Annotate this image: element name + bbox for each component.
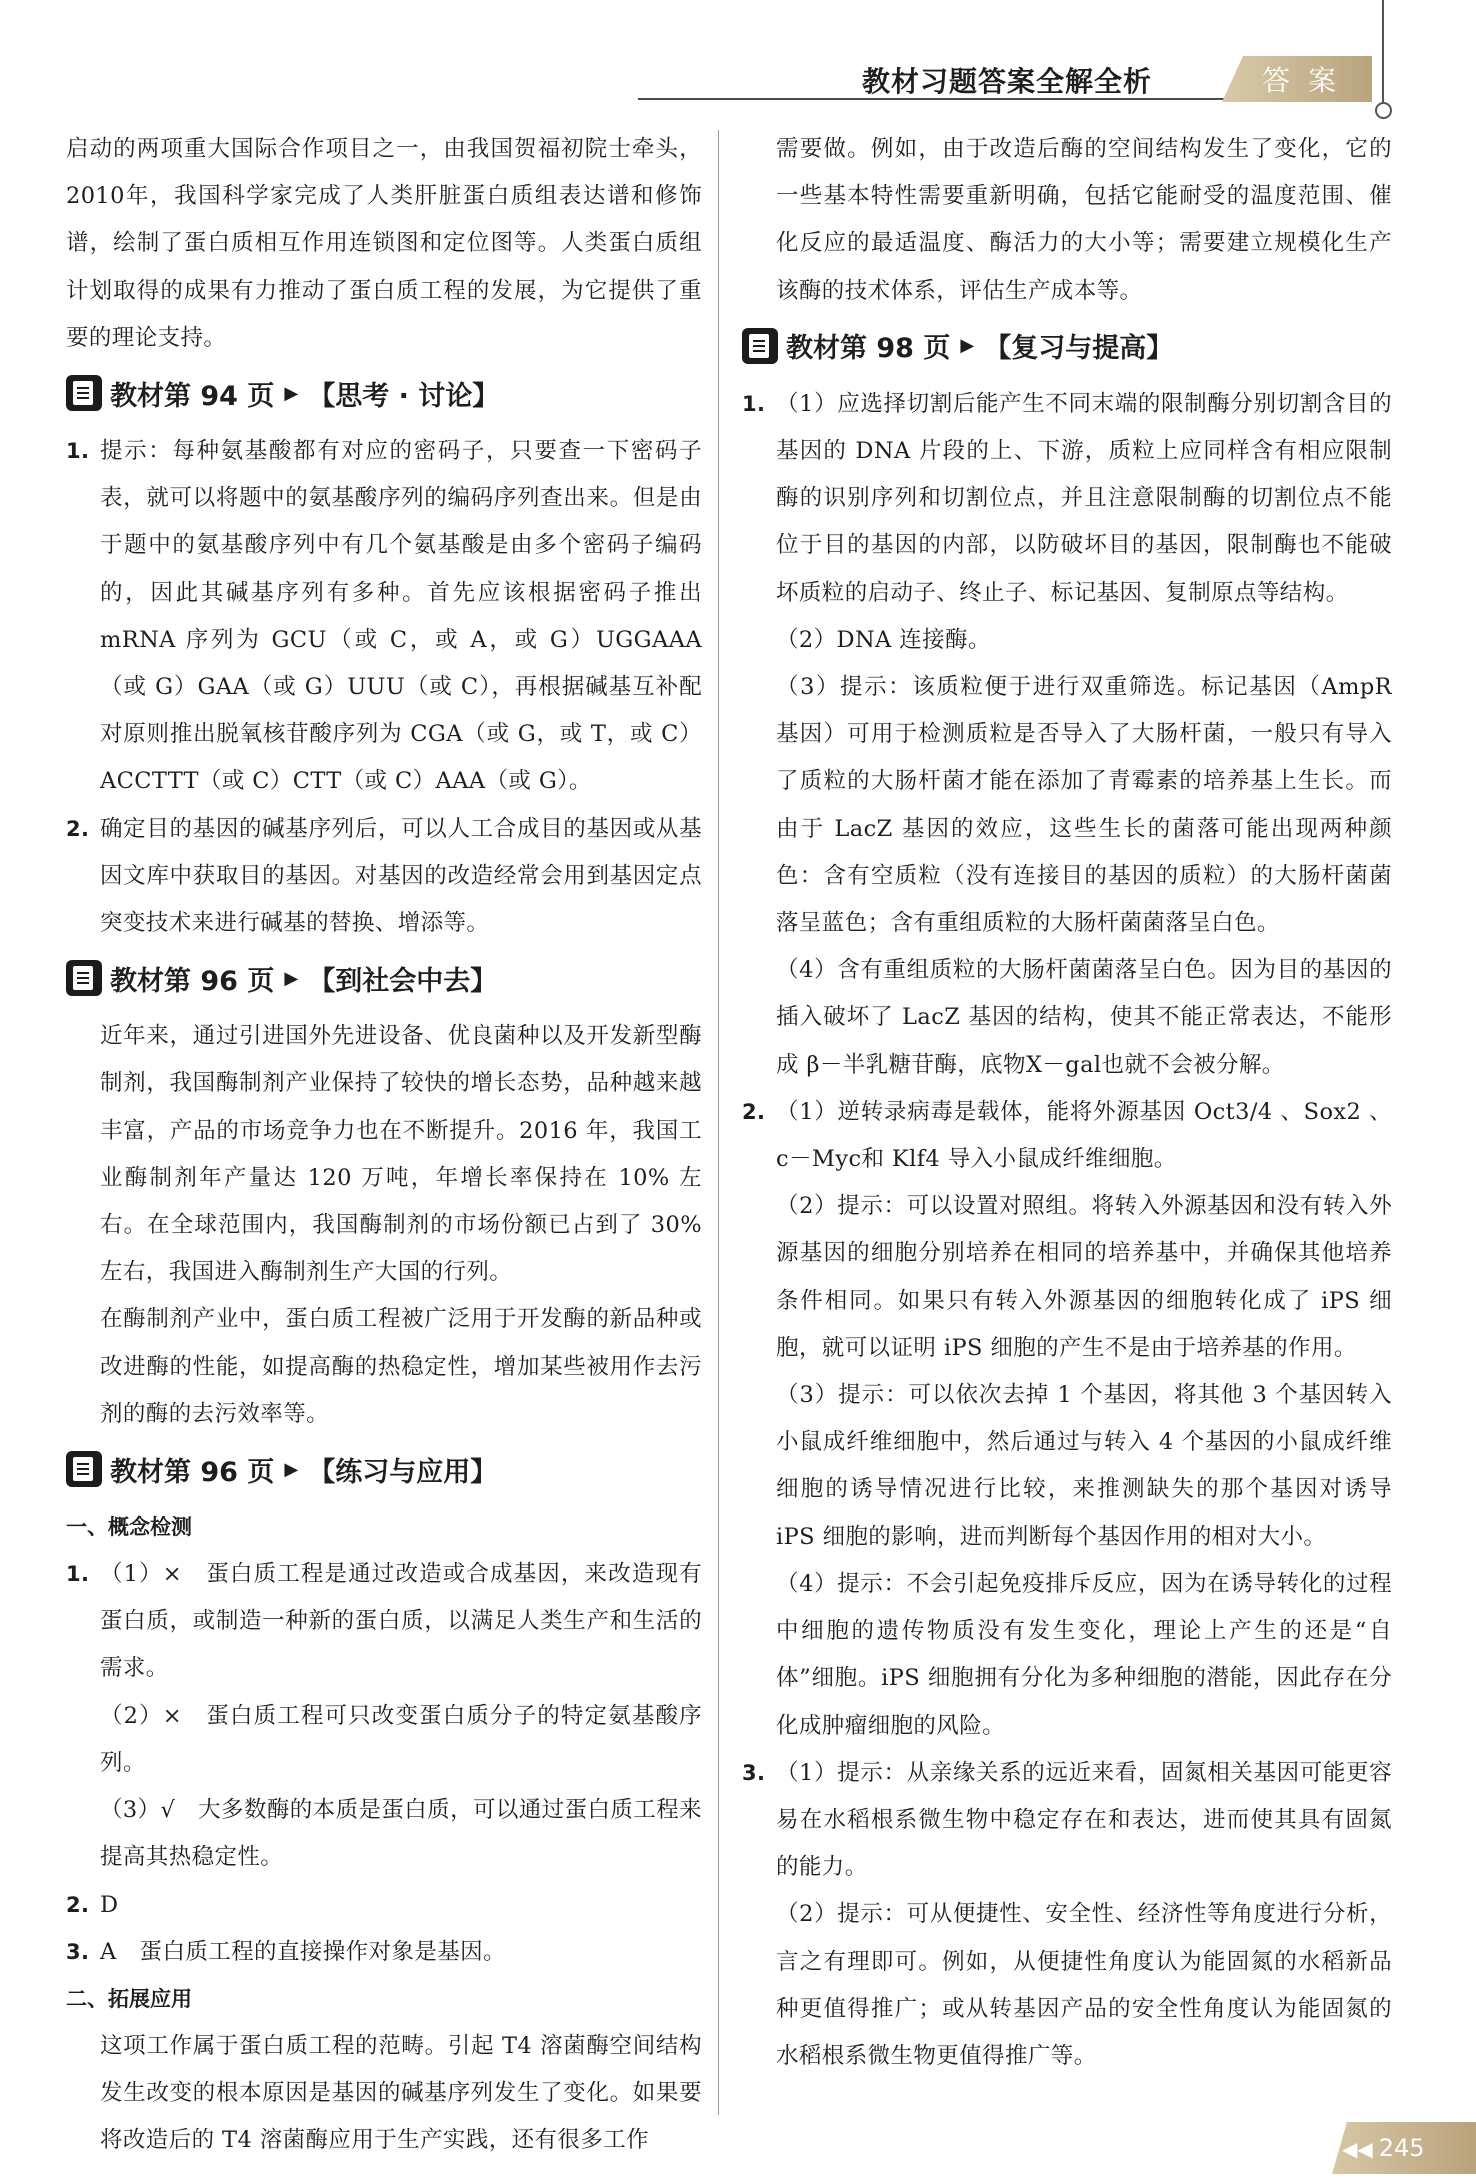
item-number: 3. — [66, 1939, 90, 1964]
answer-item — [742, 1750, 1392, 1892]
item-text: （1）提示：从亲缘关系的远近来看，固氮相关基因可能更容易在水稻根系微生物中稳定存在和表达，进而使其具有固氮的能力。 — [776, 1759, 1392, 1881]
item-text: A 蛋白质工程的直接操作对象是基因。 — [100, 1938, 506, 1965]
item-text: D — [100, 1891, 119, 1918]
item-text: （1）逆转录病毒是载体，能将外源基因 Oct3/4 、Sox2 、c－Myc和 Klf4 导入小鼠成纤维细胞。 — [776, 1098, 1392, 1173]
ribbon-line — [1382, 0, 1384, 104]
play-arrow-icon: ▶ — [284, 1458, 299, 1480]
answer-item — [66, 428, 702, 806]
left-column — [66, 126, 702, 2165]
column-divider — [718, 130, 719, 2115]
item-text: 提示：每种氨基酸都有对应的密码子，只要查一下密码子表，就可以将题中的氨基酸序列的编码序列查出来。但是由于题中的氨基酸序列中有几个氨基酸是由多个密码子编码的，因此其碱基序列有多种。首先应该根据密码子推出 mRNA 序列为 GCU（或 C，或 A，或 G）UGGAAA（或 G）GAA（或 G）UUU（或 C），再根据碱基互补配对原则推出脱氧核苷酸序列为 CGA（或 G，或 T，或 C）ACCTTT（或 C）CTT（或 C）AAA（或 G）。 — [100, 438, 702, 795]
item-number: 2. — [66, 816, 90, 841]
book-icon — [66, 375, 102, 411]
play-arrow-icon: ▶ — [284, 967, 299, 989]
answer-subitem: （3）提示：该质粒便于进行双重筛选。标记基因（AmpR 基因）可用于检测质粒是否导入了大肠杆菌，一般只有导入了质粒的大肠杆菌才能在添加了青霉素的培养基上生长。而由于 LacZ 基因的效应，这些生长的菌落可能出现两种颜色：含有空质粒（没有连接目的基因的质粒）的大肠杆菌菌落呈蓝色；含有重组质粒的大肠杆菌菌落呈白色。 — [776, 674, 1392, 937]
subheading: 一、概念检测 — [66, 1515, 192, 1540]
body-paragraph: 这项工作属于蛋白质工程的范畴。引起 T4 溶菌酶空间结构发生改变的根本原因是基因的碱基序列发生了变化。如果要将改造后的 T4 溶菌酶应用于生产实践，还有很多工作 — [100, 2032, 702, 2154]
double-chevron-icon: ◀◀ — [1342, 2137, 1373, 2161]
header-tab-label: 答案 — [1262, 64, 1355, 97]
section-tag-p96a: 【到社会中去】 — [308, 965, 498, 997]
answer-subitem: （3）√ 大多数酶的本质是蛋白质，可以通过蛋白质工程来提高其热稳定性。 — [100, 1797, 702, 1871]
item-number: 1. — [66, 439, 90, 464]
answer-subitem: （2）× 蛋白质工程可只改变蛋白质分子的特定氨基酸序列。 — [100, 1702, 702, 1776]
body-paragraph: 近年来，通过引进国外先进设备、优良菌种以及开发新型酶制剂，我国酶制剂产业保持了较快的增长态势，品种越来越丰富，产品的市场竞争力也在不断提升。2016 年，我国工业酶制剂年产量达 120 万吨，年增长率保持在 10% 左右。在全球范围内，我国酶制剂的市场份额已占到了 30% 左右，我国进入酶制剂生产大国的行列。 — [100, 1023, 702, 1286]
answer-item — [66, 1929, 702, 1976]
section-tag-p94: 【思考 · 讨论】 — [308, 380, 500, 412]
page-number — [1342, 2128, 1425, 2169]
section-tag-p98: 【复习与提高】 — [984, 333, 1174, 365]
section-header-p96b — [66, 1444, 702, 1494]
answer-subitem: （4）提示：不会引起免疫排斥反应，因为在诱导转化的过程中细胞的遗传物质没有发生变化，理论上产生的还是“自体”细胞。iPS 细胞拥有分化为多种细胞的潜能，因此存在分化成肿瘤细胞的风险。 — [776, 1570, 1392, 1739]
answer-subitem: （2）DNA 连接酶。 — [776, 626, 991, 653]
item-number: 1. — [742, 391, 766, 416]
answer-subitem: （4）含有重组质粒的大肠杆菌菌落呈白色。因为目的基因的插入破坏了 LacZ 基因的结构，使其不能正常表达，不能形成 β－半乳糖苷酶，底物X－gal也就不会被分解。 — [776, 957, 1392, 1078]
answer-item — [66, 1882, 702, 1929]
item-text: （1）× 蛋白质工程是通过改造或合成基因，来改造现有蛋白质，或制造一种新的蛋白质，以满足人类生产和生活的需求。 — [100, 1561, 702, 1682]
continued-paragraph: 需要做。例如，由于改造后酶的空间结构发生了变化，它的一些基本特性需要重新明确，包括它能耐受的温度范围、催化反应的最适温度、酶活力的大小等；需要建立规模化生产该酶的技术体系，评估生产成本等。 — [776, 136, 1392, 304]
book-icon — [66, 1451, 102, 1487]
section-title-p94: 教材第 94 页 — [110, 380, 275, 412]
section-header-p94 — [66, 368, 702, 418]
answer-subitem: （3）提示：可以依次去掉 1 个基因，将其他 3 个基因转入小鼠成纤维细胞中，然后通过与转入 4 个基因的小鼠成纤维细胞的诱导情况进行比较，来推测缺失的那个基因对诱导 iPS 细胞的影响，进而判断每个基因作用的相对大小。 — [776, 1382, 1392, 1550]
answer-item — [742, 1089, 1392, 1183]
item-number: 2. — [66, 1892, 90, 1917]
item-number: 3. — [742, 1760, 766, 1785]
play-arrow-icon: ▶ — [960, 335, 975, 357]
header-title: 教材习题答案全解全析 — [862, 65, 1153, 98]
item-number: 2. — [742, 1099, 766, 1124]
answer-subitem: （2）提示：可从便捷性、安全性、经济性等角度进行分析，言之有理即可。例如，从便捷性角度认为能固氮的水稻新品种更值得推广；或从转基因产品的安全性角度认为能固氮的水稻根系微生物更值得推广等。 — [776, 1901, 1392, 2069]
answer-item — [742, 381, 1392, 617]
answer-subitem: （2）提示：可以设置对照组。将转入外源基因和没有转入外源基因的细胞分别培养在相同的培养基中，并确保其他培养条件相同。如果只有转入外源基因的细胞转化成了 iPS 细胞，就可以证明 iPS 细胞的产生不是由于培养基的作用。 — [776, 1193, 1392, 1361]
section-title-p98: 教材第 98 页 — [786, 333, 951, 365]
item-text: 确定目的基因的碱基序列后，可以人工合成目的基因或从基因文库中获取目的基因。对基因的改造经常会用到基因定点突变技术来进行碱基的替换、增添等。 — [100, 815, 702, 937]
section-tag-p96b: 【练习与应用】 — [308, 1456, 498, 1488]
item-text: （1）应选择切割后能产生不同末端的限制酶分别切割含目的基因的 DNA 片段的上、下游，质粒上应同样含有相应限制酶的识别序列和切割位点，并且注意限制酶的切割位点不能位于目的基因的内部，以防破坏目的基因，限制酶也不能破坏质粒的启动子、终止子、标记基因、复制原点等结构。 — [776, 390, 1392, 606]
section-header-p98 — [742, 321, 1392, 371]
section-title-p96a: 教材第 96 页 — [110, 965, 275, 997]
answer-item — [66, 1551, 702, 1693]
section-title-p96b: 教材第 96 页 — [110, 1456, 275, 1488]
book-icon — [66, 960, 102, 996]
page-number-text: 245 — [1378, 2134, 1425, 2162]
right-column — [742, 126, 1392, 2080]
item-number: 1. — [66, 1562, 90, 1587]
book-icon — [742, 328, 778, 364]
section-header-p96a — [66, 953, 702, 1003]
ribbon-ring-icon — [1375, 102, 1392, 119]
answer-item — [66, 806, 702, 948]
subheading: 二、拓展应用 — [66, 1986, 192, 2011]
play-arrow-icon: ▶ — [284, 382, 299, 404]
intro-paragraph: 启动的两项重大国际合作项目之一，由我国贺福初院士牵头，2010年，我国科学家完成了人类肝脏蛋白质组表达谱和修饰谱，绘制了蛋白质相互作用连锁图和定位图等。人类蛋白质组计划取得的成果有力推动了蛋白质工程的发展，为它提供了重要的理论支持。 — [66, 136, 702, 351]
body-paragraph: 在酶制剂产业中，蛋白质工程被广泛用于开发酶的新品种或改进酶的性能，如提高酶的热稳定性，增加某些被用作去污剂的酶的去污效率等。 — [100, 1306, 702, 1427]
